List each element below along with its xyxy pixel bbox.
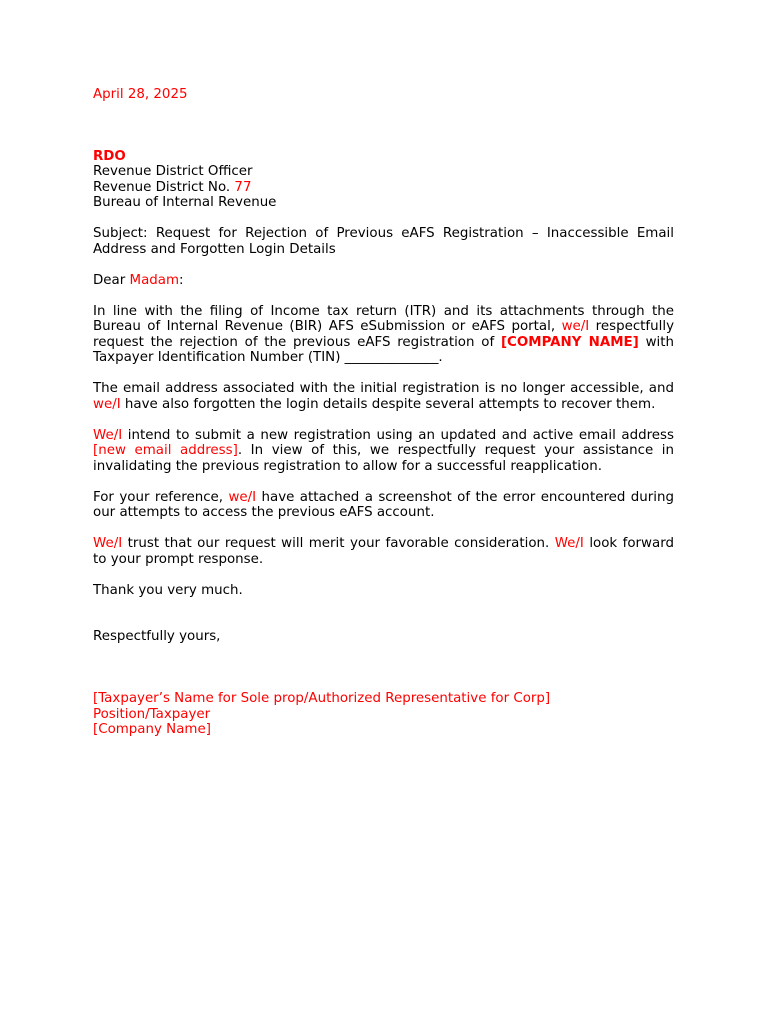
salutation-prefix: Dear xyxy=(93,272,130,288)
letter-body xyxy=(93,87,674,738)
placeholder-email: [new email address] xyxy=(93,443,238,458)
placeholder-we-i: We/I xyxy=(554,536,584,551)
salutation-suffix: : xyxy=(179,272,184,288)
paragraph-1 xyxy=(93,304,674,366)
paragraph-2-text-b: have also forgotten the login details despite several attempts to recover them. xyxy=(120,396,656,412)
paragraph-5 xyxy=(93,536,674,567)
paragraph-3-text-b: . In view of this, we respectfully request your assistance in invalidating the previous registration to allow for a successful reapplication. xyxy=(93,443,674,474)
signatory-position: Position/Taxpayer xyxy=(93,706,211,722)
recipient-district xyxy=(93,180,674,196)
thank-you-line: Thank you very much. xyxy=(93,582,243,598)
salutation-name: Madam xyxy=(129,272,180,288)
signatory-name: [Taxpayer’s Name for Sole prop/Authorized Representative for Corp] xyxy=(93,691,551,706)
placeholder-company-name: [COMPANY NAME] xyxy=(500,334,639,350)
recipient-bureau: Bureau of Internal Revenue xyxy=(93,195,277,210)
paragraph-4 xyxy=(93,490,674,521)
district-prefix: Revenue District No. xyxy=(93,179,235,195)
paragraph-2-text-a: The email address associated with the initial registration is no longer accessible, and xyxy=(93,381,674,396)
placeholder-we-i: We/I xyxy=(93,536,123,551)
placeholder-we-i: we/I xyxy=(561,319,590,334)
letter-date: April 28, 2025 xyxy=(93,87,188,102)
paragraph-3-text-a: intend to submit a new registration using an updated and active email address xyxy=(122,427,674,443)
paragraph-4-text-b: have attached a screenshot of the error encountered during our attempts to access the previous eAFS account. xyxy=(93,489,674,520)
paragraph-4-text-a: For your reference, xyxy=(93,489,229,505)
letter-subject: Subject: Request for Rejection of Previous eAFS Registration – Inaccessible Email Address and Forgotten Login Details xyxy=(93,226,674,257)
paragraph-1-text-c: with Taxpayer Identification Number (TIN) ______________. xyxy=(93,334,674,365)
salutation xyxy=(93,273,674,289)
recipient-code: RDO xyxy=(93,148,126,164)
paragraph-2 xyxy=(93,381,674,412)
placeholder-we-i: we/I xyxy=(93,396,121,412)
paragraph-5-text-a: trust that our request will merit your favorable consideration. xyxy=(122,536,555,551)
recipient-block xyxy=(93,149,674,211)
signatory-company: [Company Name] xyxy=(93,722,211,737)
district-number: 77 xyxy=(234,179,252,195)
closing-line: Respectfully yours, xyxy=(93,629,221,644)
paragraph-1-text-b: respectfully request the rejection of the previous eAFS registration of xyxy=(93,319,674,350)
placeholder-we-i: We/I xyxy=(93,427,123,443)
paragraph-3 xyxy=(93,428,674,475)
signature-block xyxy=(93,691,674,738)
placeholder-we-i: we/I xyxy=(228,489,257,505)
recipient-title: Revenue District Officer xyxy=(93,164,253,179)
paragraph-1-text-a: In line with the filing of Income tax return (ITR) and its attachments through the Bureau of Internal Revenue (BIR) AFS eSubmission or eAFS portal, xyxy=(93,303,674,334)
paragraph-5-text-b: look forward to your prompt response. xyxy=(93,536,674,567)
